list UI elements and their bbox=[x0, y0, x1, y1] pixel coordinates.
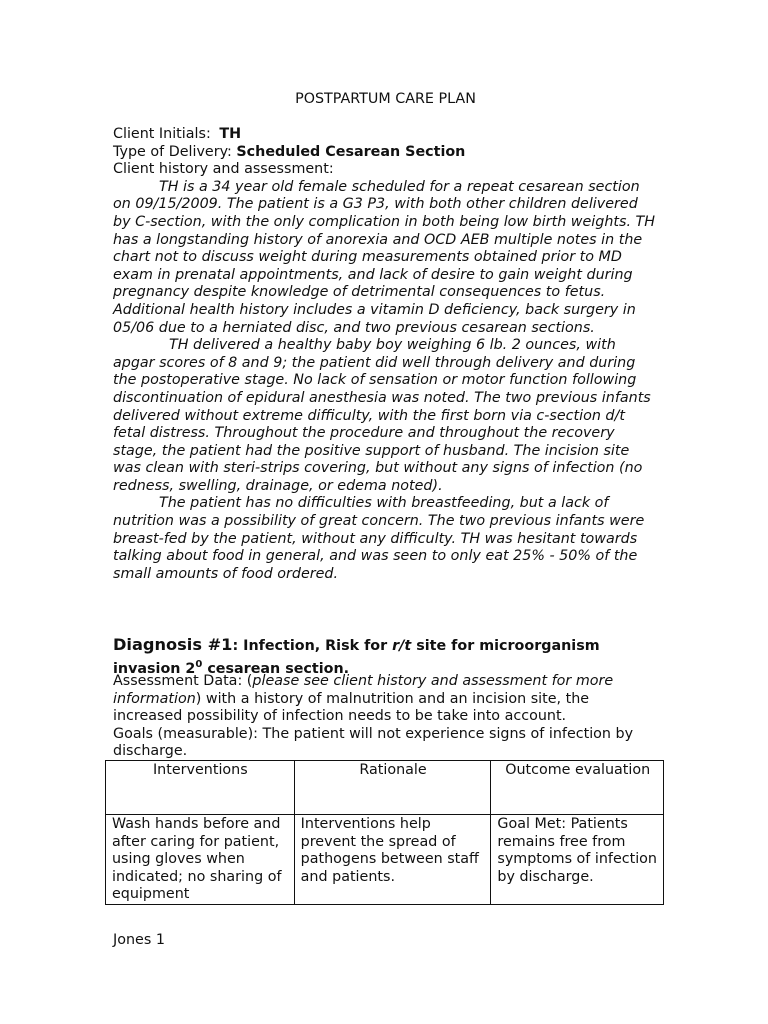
table-header-row bbox=[106, 761, 664, 815]
delivery-type-value: Scheduled Cesarean Section bbox=[236, 143, 466, 160]
history-label: Client history and assessment: bbox=[113, 161, 334, 178]
delivery-type-label: Type of Delivery: bbox=[113, 143, 232, 160]
history-paragraph-1: TH is a 34 year old female scheduled for a repeat cesarean section on 09/15/2009. The patient is a G3 P3, with both other children delivered by C-section, with the only complication in both being low birth weights. TH has a longstanding history of anorexia and OCD AEB multiple notes in the chart not to discuss weight during measurements obtained prior to MD exam in prenatal appointments, and lack of desire to gain weight during pregnancy despite knowledge of detrimental consequences to fetus. Additional health history includes a vitamin D deficiency, back surgery in 05/06 due to a herniated disc, and two previous cesarean sections. bbox=[113, 178, 656, 336]
history-paragraph-3: The patient has no difficulties with breastfeeding, but a lack of nutrition was a possibility of great concern. The two previous infants were breast-fed by the patient, without any difficulty. TH was hesitant towards talking about food in general, and was seen to only eat 25% - 50% of the small amounts of food ordered. bbox=[113, 495, 645, 582]
client-initials-label: Client Initials: bbox=[113, 126, 211, 142]
care-plan-table bbox=[105, 760, 664, 905]
table-header-interventions: Interventions bbox=[106, 761, 295, 815]
table-header-outcome: Outcome evaluation bbox=[491, 761, 664, 815]
table-row bbox=[106, 815, 664, 905]
table-cell-intervention: Wash hands before and after caring for patient, using gloves when indicated; no sharing of equipment bbox=[106, 815, 295, 905]
client-initials-value: TH bbox=[219, 126, 242, 142]
history-paragraph-2: TH delivered a healthy baby boy weighing 6 lb. 2 ounces, with apgar scores of 8 and 9; the patient did well through delivery and during the postoperative stage. No lack of sensation or motor function following discontinuation of epidural anesthesia was noted. The two previous infants delivered without extreme difficulty, with the first born via c-section d/t fetal distress. Throughout the procedure and throughout the recovery stage, the patient had the positive support of husband. The incision site was clean with steri-strips covering, but without any signs of infection (no redness, swelling, drainage, or edema noted). bbox=[113, 337, 651, 494]
diagnosis-label: Diagnosis #1 bbox=[113, 635, 233, 654]
page-footer: Jones 1 bbox=[113, 932, 165, 948]
table-cell-rationale: Interventions help prevent the spread of pathogens between staff and patients. bbox=[294, 815, 491, 905]
assessment-data: Assessment Data: (please see client history and assessment for more information) with a history of malnutrition and an incision site, the increased possibility of infection needs to be take into account. bbox=[113, 673, 614, 725]
client-initials-line bbox=[113, 126, 658, 144]
goals-line: Goals (measurable): The patient will not experience signs of infection by discharge. bbox=[113, 725, 634, 760]
client-info bbox=[113, 126, 658, 583]
table-cell-outcome: Goal Met: Patients remains free from symptoms of infection by discharge. bbox=[491, 815, 664, 905]
diagnosis-heading: Diagnosis #1: Infection, Risk for r/t site for microorganism invasion $2^0$ cesarean section. bbox=[113, 635, 600, 677]
delivery-type-line bbox=[113, 144, 658, 162]
page-title: POSTPARTUM CARE PLAN bbox=[295, 91, 476, 107]
assessment-section bbox=[113, 673, 658, 761]
table-header-rationale: Rationale bbox=[294, 761, 491, 815]
